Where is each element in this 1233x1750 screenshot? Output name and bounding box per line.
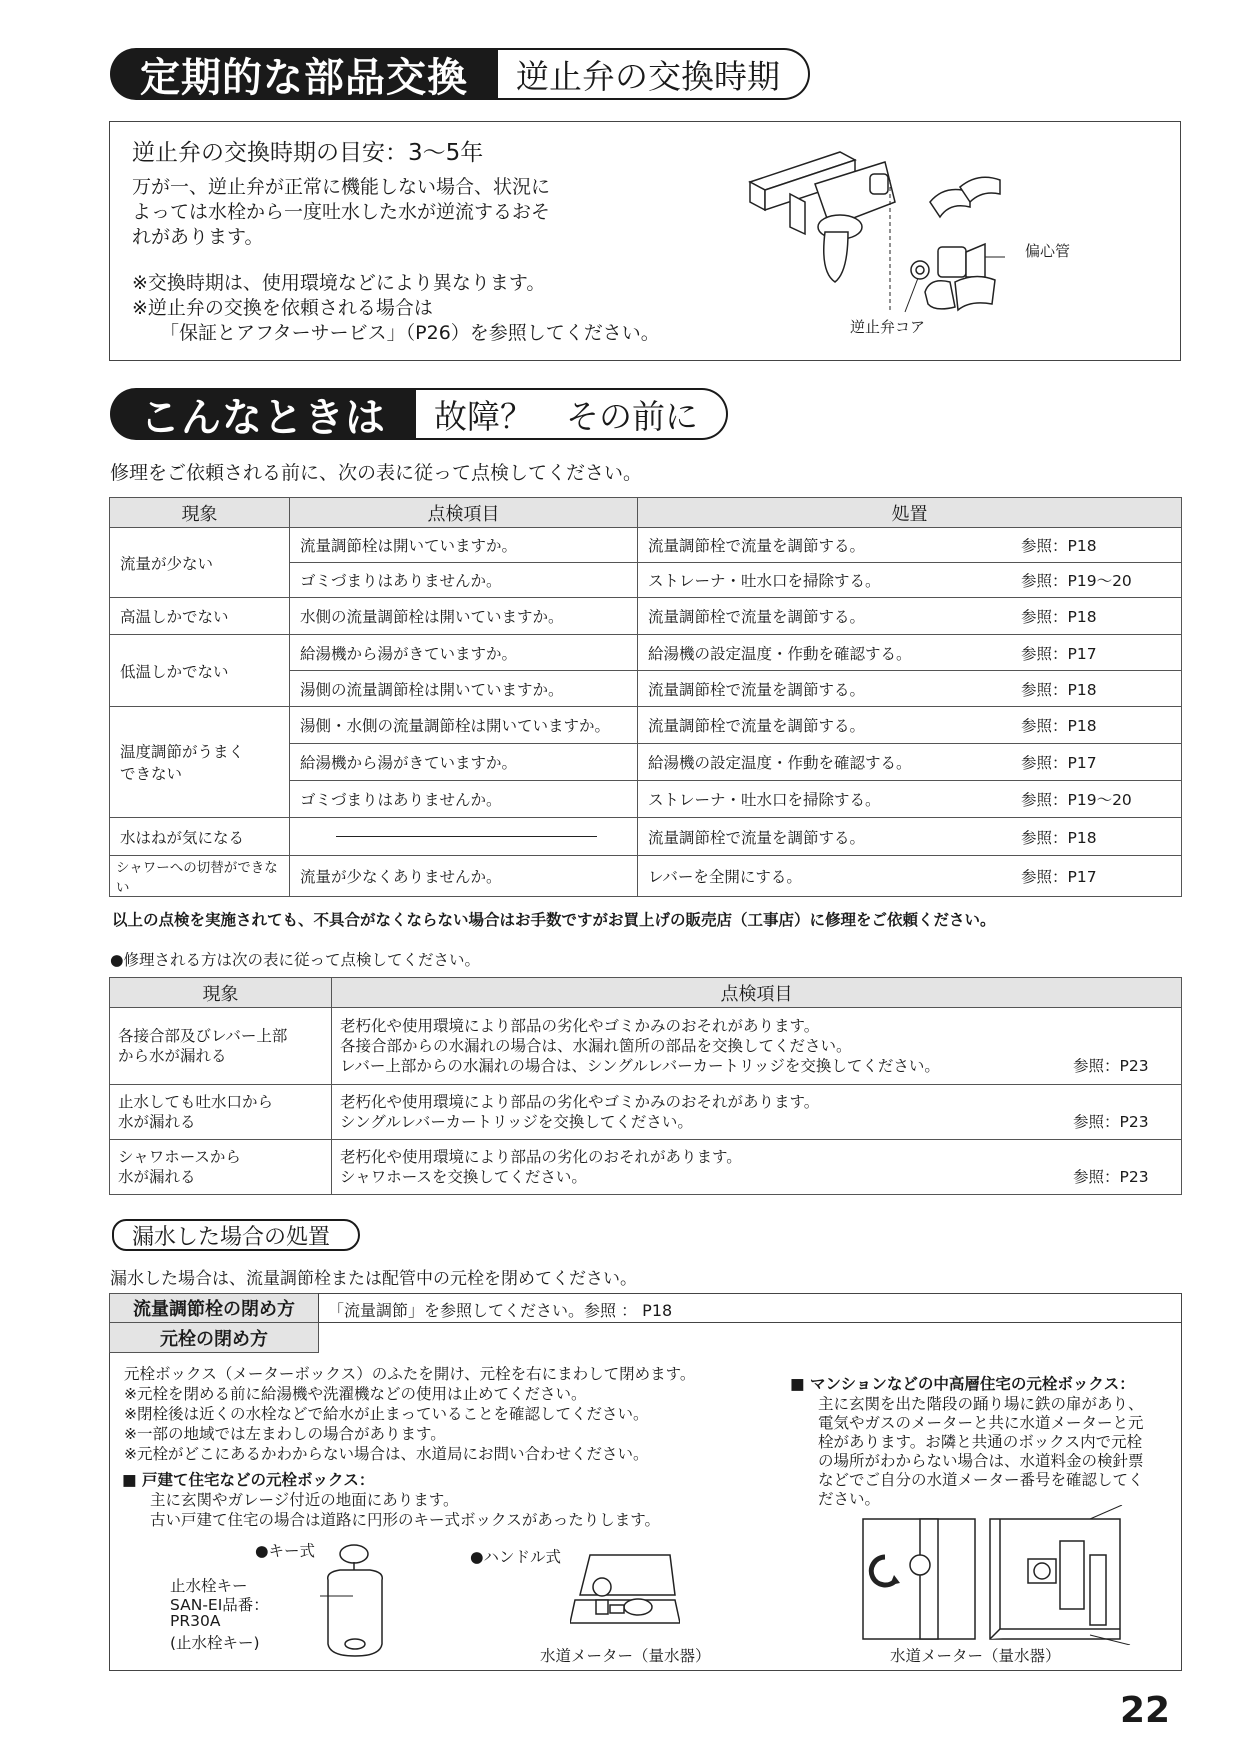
replacement-note-2: ※逆止弁の交換を依頼される場合は [132,297,433,319]
check-cell: 湯側・水側の流量調節栓は開いていますか。 [290,707,638,744]
handle-type-figure [570,1545,680,1635]
repair-table [109,977,1182,1195]
check-cell: 流量調節栓は開いていますか。 [290,528,638,563]
leak-title-pill [112,1219,360,1251]
main-line-5: ※元栓がどこにあるかわからない場合は、水道局にお問い合わせください。 [124,1445,649,1463]
replacement-body-3: れがあります。 [132,226,264,248]
handle-type-label: ●ハンドル式 [470,1548,562,1566]
check-valve-figure [730,132,1030,332]
check-cell: 水側の流量調節栓は開いていますか。 [290,598,638,635]
leak-intro: 漏水した場合は、流量調節栓または配管中の元栓を閉めてください。 [110,1269,637,1289]
mansion-title: ■ マンションなどの中高層住宅の元栓ボックス： [790,1375,1135,1393]
troubleshoot-table [109,497,1182,897]
check-cell: 給湯機から湯がきていますか。 [290,635,638,671]
check-valve-core-label: 逆止弁コア [850,318,926,336]
symptom-cell: 温度調節がうまく できない [110,707,290,818]
house-line-1: 主に玄関やガレージ付近の地面にあります。 [150,1491,459,1509]
eccentric-pipe-label: 偏心管 [1025,242,1071,260]
mansion-line-4: の場所がわからない場合は、水道料金の検針票 [818,1452,1144,1470]
mansion-line-6: ださい。 [818,1490,881,1508]
section-header-main: 定期的な部品交換 [110,48,498,100]
mansion-line-5: などでご自分の水道メーター番号を確認してく [818,1471,1144,1489]
symptom-cell: 各接合部及びレバー上部 から水が漏れる [110,1008,332,1085]
action-cell: 給湯機の設定温度・作動を確認する。 参照：P17 [638,744,1182,781]
repair-detail-cell: 老朽化や使用環境により部品の劣化のおそれがあります。 シャワホースを交換してください。 参照：P23 [332,1140,1182,1195]
action-cell: 流量調節栓で流量を調節する。 参照：P18 [638,598,1182,635]
symptom-cell: シャワーへの切替ができない [110,856,290,897]
th-check: 点検項目 [290,498,638,528]
action-cell: ストレーナ・吐水口を掃除する。 参照：P19～20 [638,563,1182,598]
replacement-note-3: 「保証とアフターサービス」（P26）を参照してください。 [160,322,660,344]
symptom-cell: 止水しても吐水口から 水が漏れる [110,1085,332,1140]
flow-close-label: 流量調節栓の閉め方 [109,1293,319,1323]
main-line-1: 元栓ボックス（メーターボックス）のふたを開け、元栓を右にまわして閉めます。 [124,1365,696,1383]
flow-close-text: 「流量調節」を参照してください。参照 ： P18 [328,1301,673,1320]
meter-label: 水道メーター（量水器） [540,1647,711,1665]
check-cell: ゴミづまりはありませんか。 [290,781,638,818]
section-header-sub: 逆止弁の交換時期 [498,48,810,100]
parts-replacement-box [109,121,1181,361]
symptom-cell: 流量が少ない [110,528,290,598]
main-valve-close-label: 元栓の閉め方 [109,1322,319,1353]
after-table-note: 以上の点検を実施されても、不具合がなくならない場合はお手数ですがお買上げの販売店（工事店）に修理をご依頼ください。 [112,911,996,929]
replacement-title: 逆止弁の交換時期の目安：3～5年 [132,140,484,166]
check-cell: ゴミづまりはありませんか。 [290,563,638,598]
main-line-2: ※元栓を閉める前に給湯機や洗濯機などの使用は止めてください。 [124,1385,587,1403]
key-label-1: 止水栓キー [170,1577,248,1595]
check-cell: 湯側の流量調節栓は開いていますか。 [290,671,638,707]
symptom-cell: 低温しかでない [110,635,290,707]
troubleshoot-header-main: こんなときは [110,388,416,440]
action-cell: 流量調節栓で流量を調節する。 参照：P18 [638,528,1182,563]
house-title: ■ 戸建て住宅などの元栓ボックス： [122,1471,375,1489]
house-line-2: 古い戸建て住宅の場合は道路に円形のキー式ボックスがあったりします。 [150,1511,660,1529]
key-type-figure [320,1532,400,1662]
troubleshoot-header-sub: 故障？ その前に [416,388,728,440]
leak-title: 漏水した場合の処置 [132,1224,331,1250]
mansion-figure [860,1505,1140,1645]
replacement-note-1: ※交換時期は、使用環境などにより異なります。 [132,272,546,294]
th-action: 処置 [638,498,1182,528]
action-cell: 流量調節栓で流量を調節する。 参照：P18 [638,671,1182,707]
action-cell: 流量調節栓で流量を調節する。 参照：P18 [638,818,1182,856]
key-type-label: ●キー式 [255,1542,316,1560]
key-label-4: (止水栓キー) [170,1634,260,1652]
troubleshoot-intro: 修理をご依頼される前に、次の表に従って点検してください。 [110,462,643,484]
section-header-troubleshoot [110,388,728,440]
replacement-body-2: よっては水栓から一度吐水した水が逆流するおそ [132,201,551,223]
page-number: 22 [1120,1690,1171,1731]
th-symptom: 現象 [110,498,290,528]
action-cell: 給湯機の設定温度・作動を確認する。 参照：P17 [638,635,1182,671]
action-cell: ストレーナ・吐水口を掃除する。 参照：P19～20 [638,781,1182,818]
check-cell-empty [290,818,638,856]
action-cell: レバーを全開にする。 参照：P17 [638,856,1182,897]
th-check2: 点検項目 [332,978,1182,1008]
th-symptom2: 現象 [110,978,332,1008]
main-line-3: ※閉栓後は近くの水栓などで給水が止まっていることを確認してください。 [124,1405,649,1423]
dash-line [336,836,597,837]
main-line-4: ※一部の地域では左まわしの場合があります。 [124,1425,446,1443]
key-label-3: PR30A [170,1612,221,1630]
mansion-line-2: 電気やガスのメーターと共に水道メーターと元 [818,1414,1144,1432]
repair-intro: ●修理される方は次の表に従って点検してください。 [110,951,481,969]
repair-detail-cell: 老朽化や使用環境により部品の劣化やゴミかみのおそれがあります。 各接合部からの水漏れの場合は、水漏れ箇所の部品を交換してください。 レバー上部からの水漏れの場合は、シングルレバーカートリッジを交換してください。 参照：P23 [332,1008,1182,1085]
replacement-body-1: 万が一、逆止弁が正常に機能しない場合、状況に [132,176,551,198]
mansion-line-1: 主に玄関を出た階段の踊り場に鉄の扉があり、 [818,1395,1144,1413]
symptom-cell: シャワホースから 水が漏れる [110,1140,332,1195]
action-cell: 流量調節栓で流量を調節する。 参照：P18 [638,707,1182,744]
section-header-parts [110,48,810,100]
repair-detail-cell: 老朽化や使用環境により部品の劣化やゴミかみのおそれがあります。 シングルレバーカートリッジを交換してください。 参照：P23 [332,1085,1182,1140]
check-cell: 流量が少なくありませんか。 [290,856,638,897]
symptom-cell: 水はねが気になる [110,818,290,856]
mansion-meter-label: 水道メーター（量水器） [890,1647,1061,1665]
key-label-2: SAN-EI品番： [170,1596,269,1614]
symptom-cell: 高温しかでない [110,598,290,635]
mansion-line-3: 栓があります。お隣と共通のボックス内で元栓 [818,1433,1143,1451]
check-cell: 給湯機から湯がきていますか。 [290,744,638,781]
